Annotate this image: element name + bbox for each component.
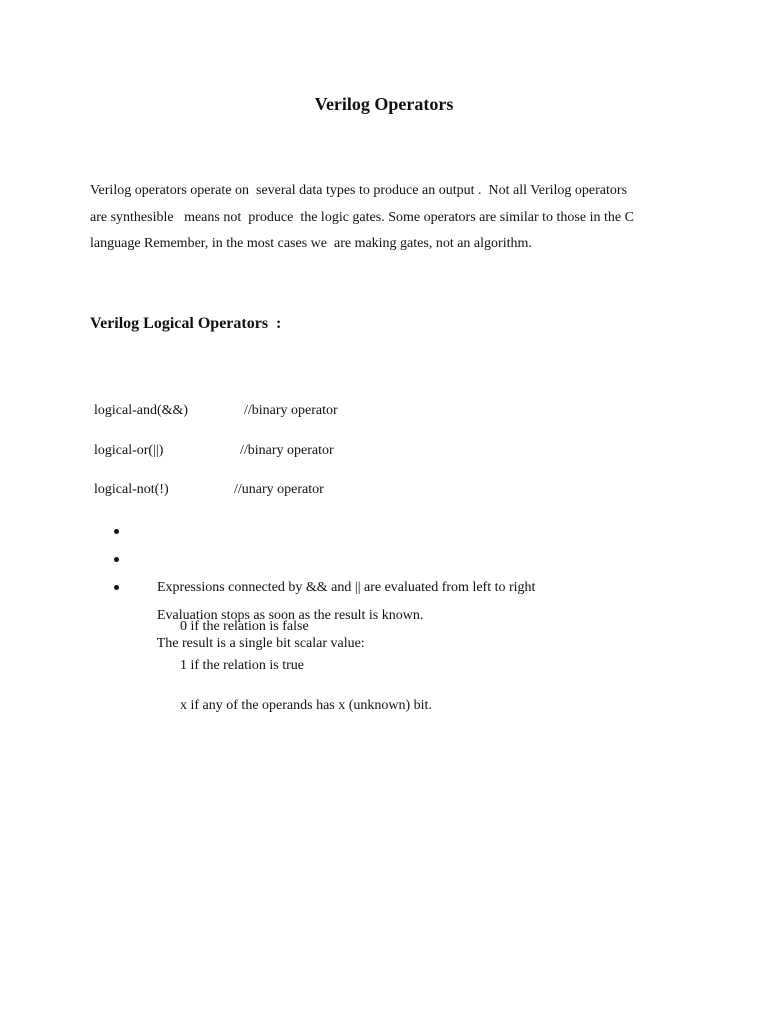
list-item [112, 518, 536, 595]
intro-line: language Remember, in the most cases we are making gates, not an algorithm. [90, 236, 532, 251]
bullet-text: Evaluation stops as soon as the result is known. [157, 608, 424, 623]
operator-name: logical-not(!) [94, 482, 169, 497]
intro-paragraph [90, 178, 690, 258]
page-title: Verilog Operators [314, 94, 454, 114]
operator-name: logical-and(&&) [94, 403, 189, 418]
bullet-icon [114, 557, 119, 562]
bullet-icon [114, 529, 119, 534]
bullet-text: The result is a single bit scalar value: [156, 636, 365, 651]
bullet-icon [114, 585, 119, 590]
result-true: 1 if the relation is true [180, 658, 305, 673]
bullet-text: Expressions connected by && and || are evaluated from left to right [157, 580, 536, 595]
operator-comment: //binary operator [240, 443, 334, 458]
result-unknown: x if any of the operands has x (unknown) bit. [180, 698, 432, 713]
intro-line: Verilog operators operate on several data types to produce an output . Not all Verilog operators [90, 183, 628, 198]
operator-name: logical-or(||) [94, 443, 164, 458]
section-heading: Verilog Logical Operators : [90, 315, 282, 332]
operator-comment: //binary operator [244, 403, 338, 418]
operator-row-not [94, 482, 324, 546]
operator-comment: //unary operator [234, 482, 324, 497]
result-false: 0 if the relation is false [180, 619, 309, 634]
intro-line: are synthesible means not produce the logic gates. Some operators are similar to those in the C [90, 209, 634, 225]
